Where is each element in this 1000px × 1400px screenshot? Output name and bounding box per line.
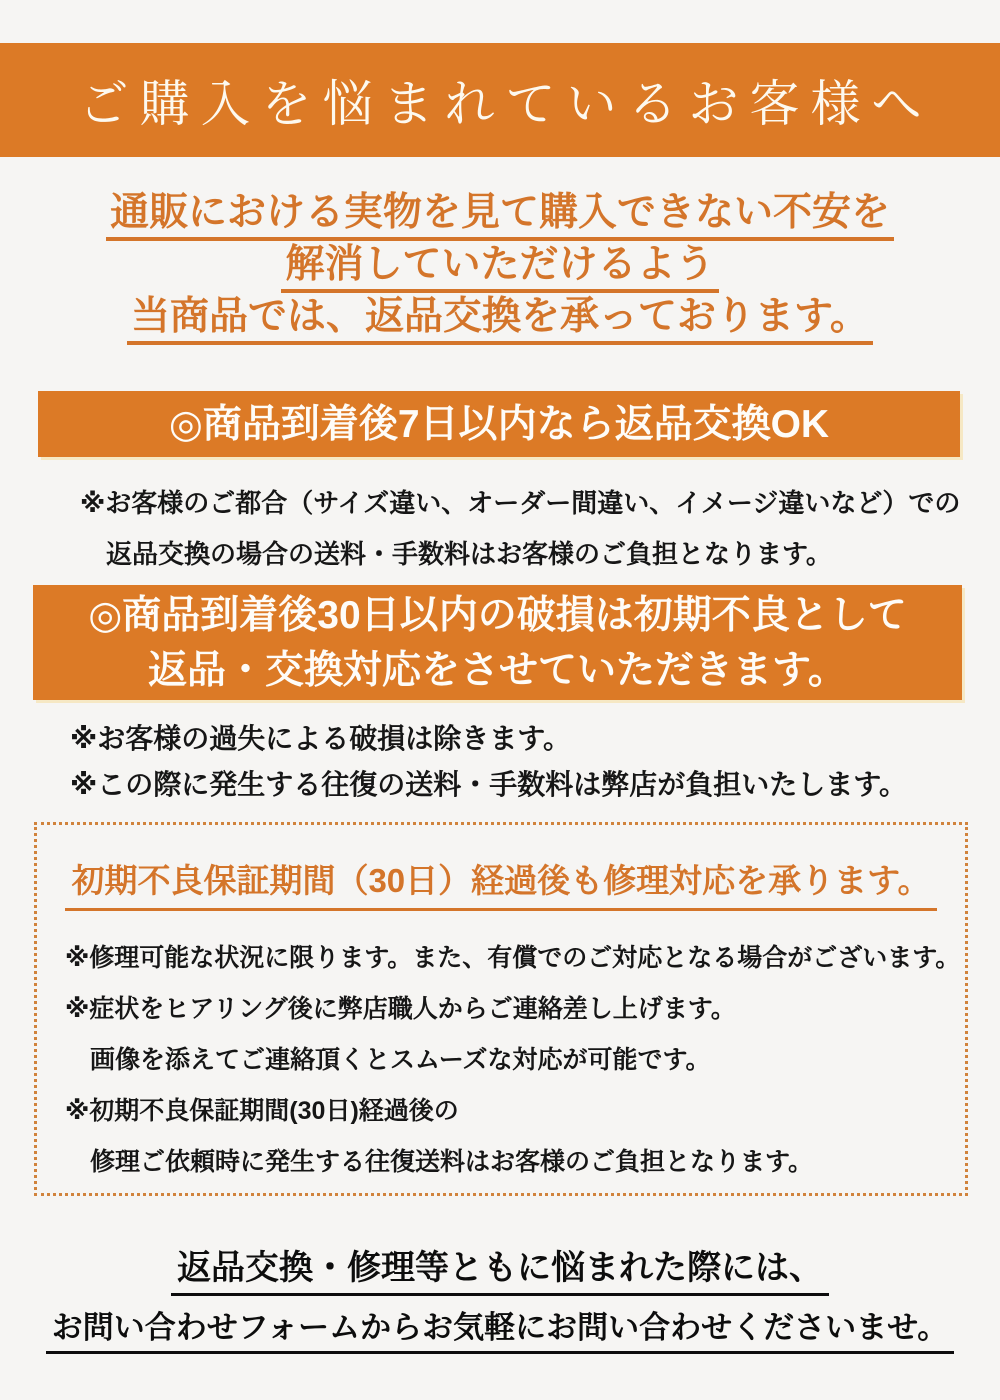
note-line: 画像を添えてご連絡頂くとスムーズな対応が可能です。 <box>90 1046 711 1074</box>
note-line: 返品交換の場合の送料・手数料はお客様のご負担となります。 <box>106 539 832 569</box>
note-7day <box>80 478 960 580</box>
header-banner <box>0 43 1000 157</box>
intro-line: 解消していただけるよう <box>0 242 1000 294</box>
contact-line: お問い合わせフォームからお気軽にお問い合わせくださいませ。 <box>0 1302 1000 1354</box>
note-line: ※この際に発生する往復の送料・手数料は弊店が負担いたします。 <box>70 769 907 800</box>
intro-statement <box>0 190 1000 346</box>
page-title: ご購入を悩まれているお客様へ <box>78 75 933 133</box>
intro-line: 当商品では、返品交換を承っております。 <box>0 294 1000 346</box>
contact-line: 返品交換・修理等ともに悩まれた際には、 <box>0 1240 1000 1296</box>
note-line: 修理ご依頼時に発生する往復送料はお客様のご負担となります。 <box>90 1148 814 1176</box>
repair-box-notes <box>37 933 965 1188</box>
banner-7day-return <box>38 391 960 457</box>
banner-30day-line: ◎商品到着後30日以内の破損は初期不良として <box>88 593 907 637</box>
contact-message <box>0 1240 1000 1360</box>
repair-guarantee-box <box>34 822 968 1196</box>
note-30day <box>70 716 907 808</box>
repair-box-title: 初期不良保証期間（30日）経過後も修理対応を承ります。 <box>37 855 965 911</box>
note-line: ※修理可能な状況に限ります。また、有償でのご対応となる場合がございます。 <box>65 944 961 972</box>
note-line: ※お客様の過失による破損は除きます。 <box>70 723 571 754</box>
note-line: ※症状をヒアリング後に弊店職人からご連絡差し上げます。 <box>65 995 736 1023</box>
note-line: ※お客様のご都合（サイズ違い、オーダー間違い、イメージ違いなど）での <box>80 488 961 518</box>
banner-30day-defect <box>33 585 962 700</box>
banner-30day-line: 返品・交換対応をさせていただきます。 <box>148 648 847 692</box>
intro-line: 通販における実物を見て購入できない不安を <box>0 190 1000 242</box>
note-line: ※初期不良保証期間(30日)経過後の <box>65 1097 459 1125</box>
banner-7day-text: ◎商品到着後7日以内なら返品交換OK <box>168 402 830 446</box>
